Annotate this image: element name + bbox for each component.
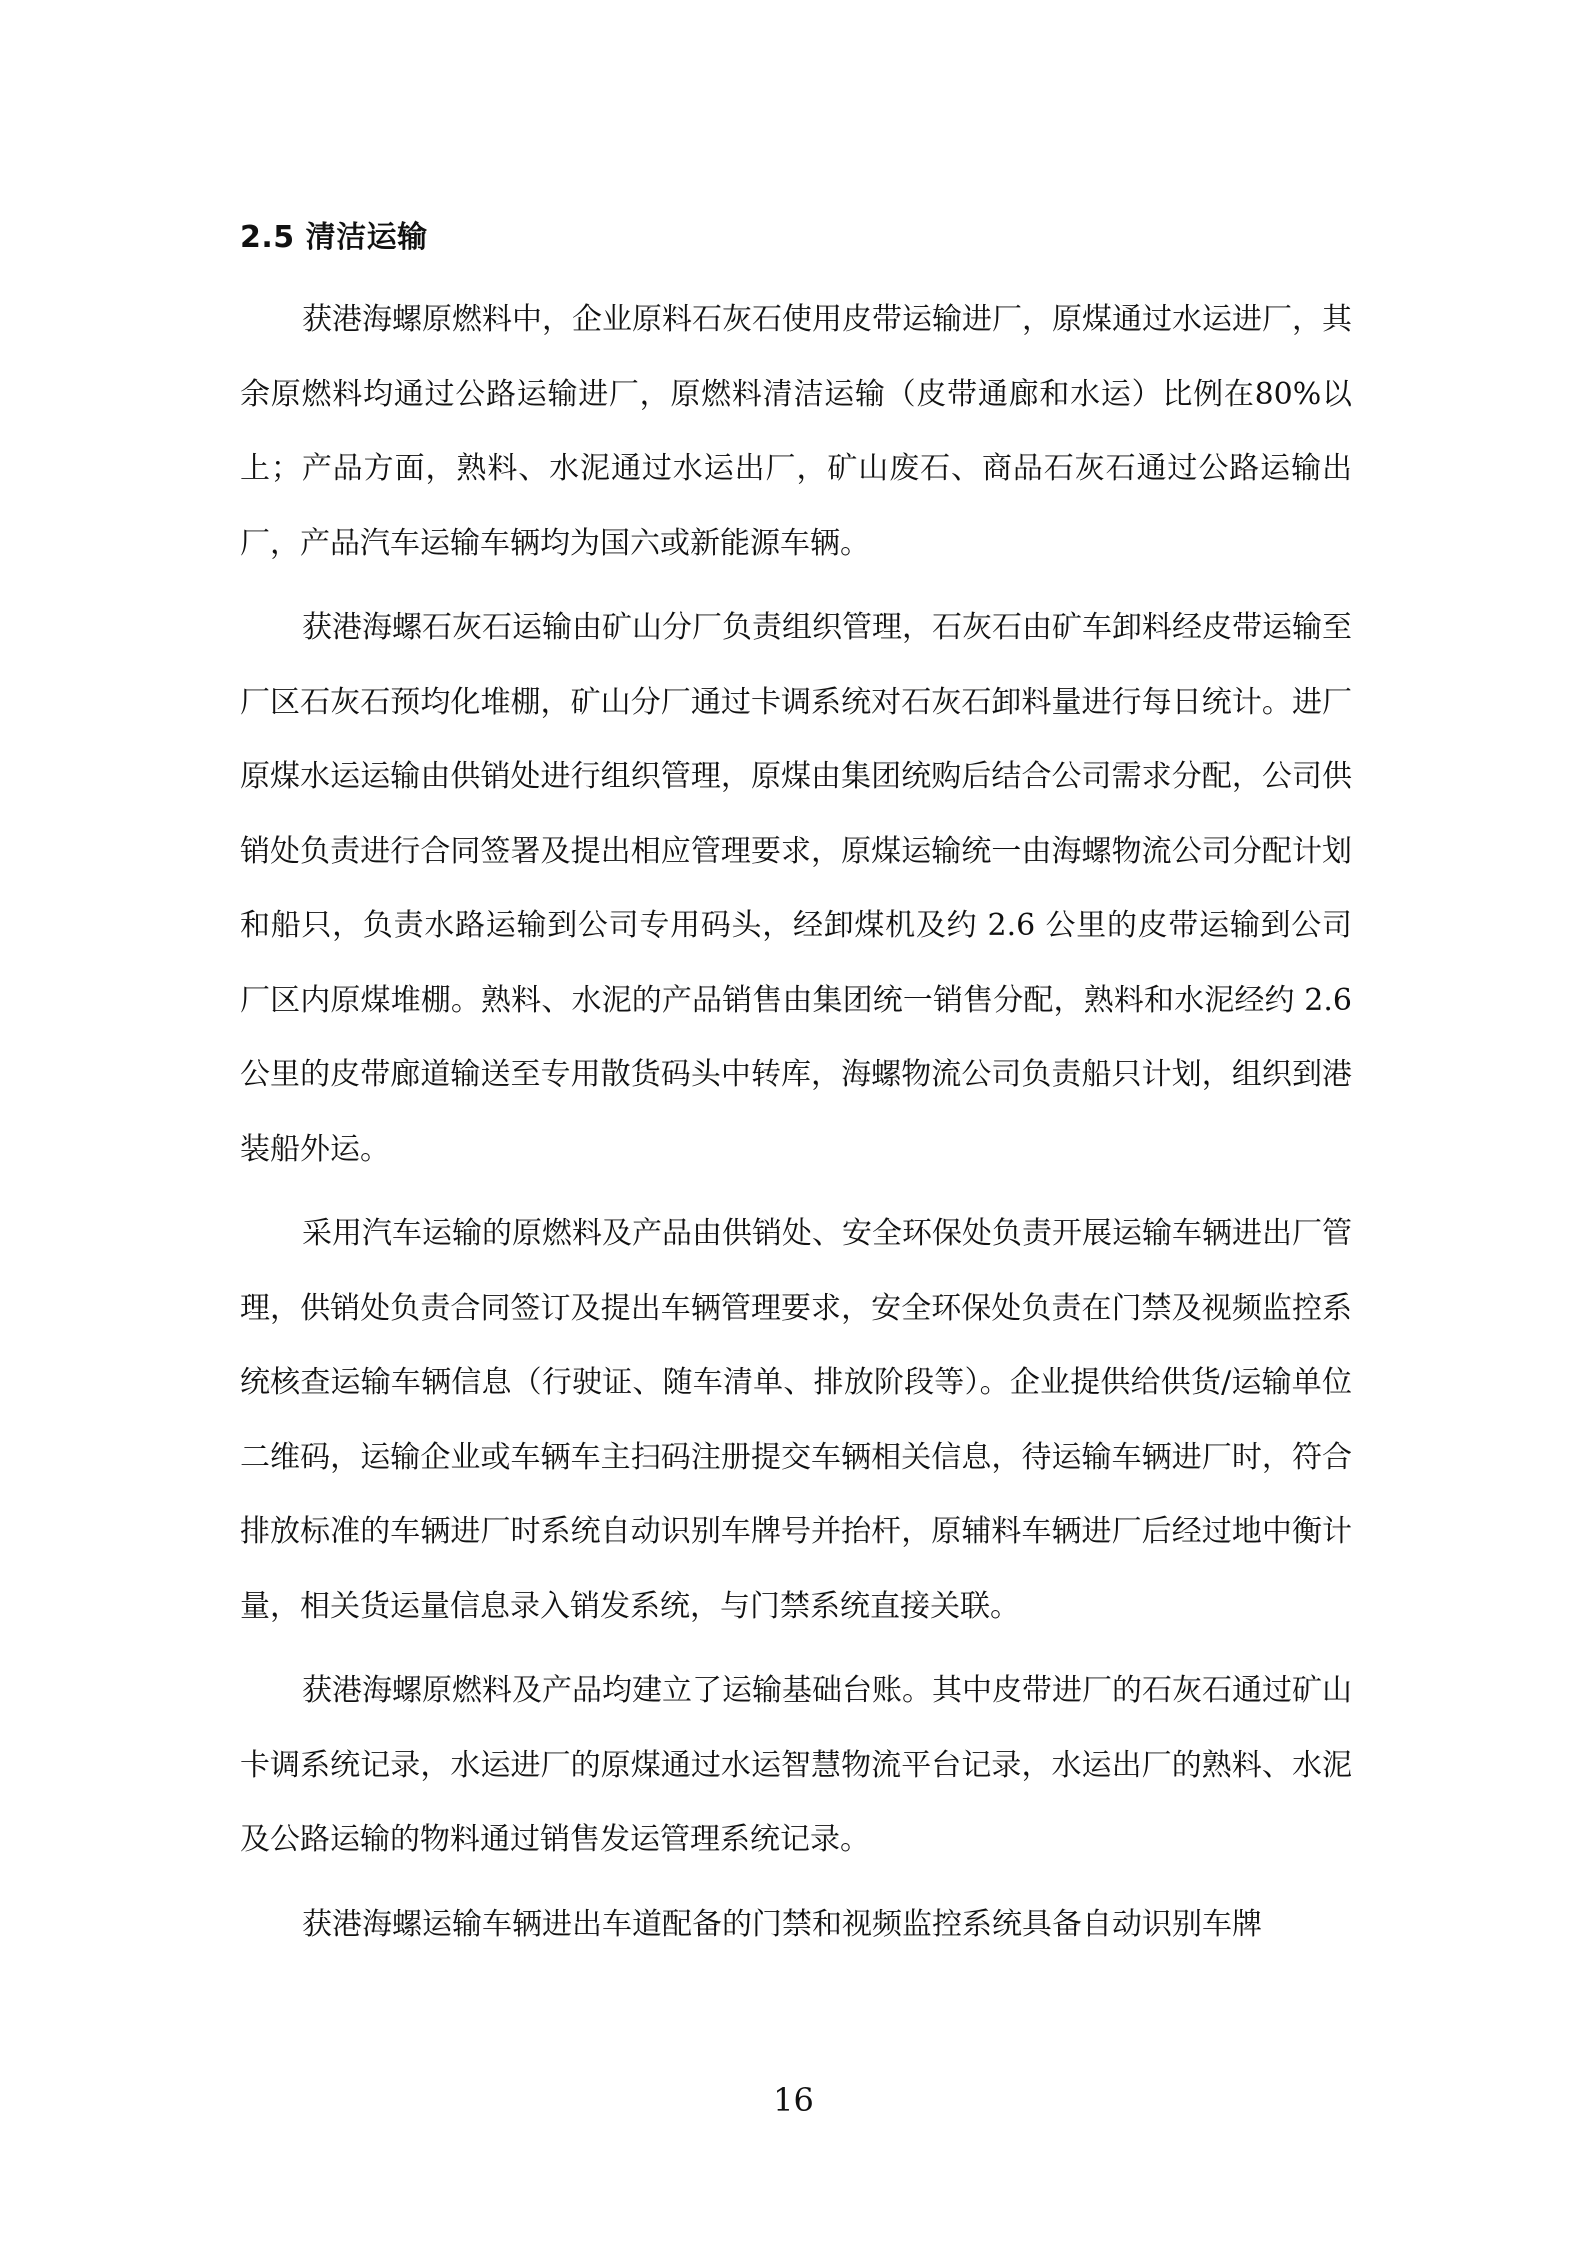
page-number: 16 [773, 2081, 814, 2119]
section-heading: 2.5 清洁运输 [240, 220, 428, 255]
body-text [240, 283, 1352, 1972]
paragraph-limestone-coal-transport: 获港海螺石灰石运输由矿山分厂负责组织管理，石灰石由矿车卸料经皮带运输至厂区石灰石预均化堆棚，矿山分厂通过卡调系统对石灰石卸料量进行每日统计。进厂原煤水运运输由供销处进行组织管理，原煤由集团统购后结合公司需求分配，公司供销处负责进行合同签署及提出相应管理要求，原煤运输统一由海螺物流公司分配计划和船只，负责水路运输到公司专用码头，经卸煤机及约 2.6 公里的皮带运输到公司厂区内原煤堆棚。熟料、水泥的产品销售由集团统一销售分配，熟料和水泥经约 2.6 公里的皮带廊道输送至专用散货码头中转库，海螺物流公司负责船只计划，组织到港装船外运。 [240, 610, 1352, 1167]
paragraph-raw-material-transport: 获港海螺原燃料中，企业原料石灰石使用皮带运输进厂，原煤通过水运进厂，其余原燃料均通过公路运输进厂，原燃料清洁运输（皮带通廊和水运）比例在80%以上；产品方面，熟料、水泥通过水运出厂，矿山废石、商品石灰石通过公路运输出厂，产品汽车运输车辆均为国六或新能源车辆。 [240, 302, 1352, 561]
paragraph-access-control: 获港海螺运输车辆进出车道配备的门禁和视频监控系统具备自动识别车牌 [302, 1906, 1262, 1942]
paragraph-transport-ledger: 获港海螺原燃料及产品均建立了运输基础台账。其中皮带进厂的石灰石通过矿山卡调系统记录，水运进厂的原煤通过水运智慧物流平台记录，水运出厂的熟料、水泥及公路运输的物料通过销售发运管理系统记录。 [240, 1673, 1352, 1857]
paragraph-truck-management: 采用汽车运输的原燃料及产品由供销处、安全环保处负责开展运输车辆进出厂管理，供销处负责合同签订及提出车辆管理要求，安全环保处负责在门禁及视频监控系统核查运输车辆信息（行驶证、随车清单、排放阶段等）。企业提供给供货/运输单位二维码，运输企业或车辆车主扫码注册提交车辆相关信息，待运输车辆进厂时，符合排放标准的车辆进厂时系统自动识别车牌号并抬杆，原辅料车辆进厂后经过地中衡计量，相关货运量信息录入销发系统，与门禁系统直接关联。 [240, 1216, 1352, 1624]
